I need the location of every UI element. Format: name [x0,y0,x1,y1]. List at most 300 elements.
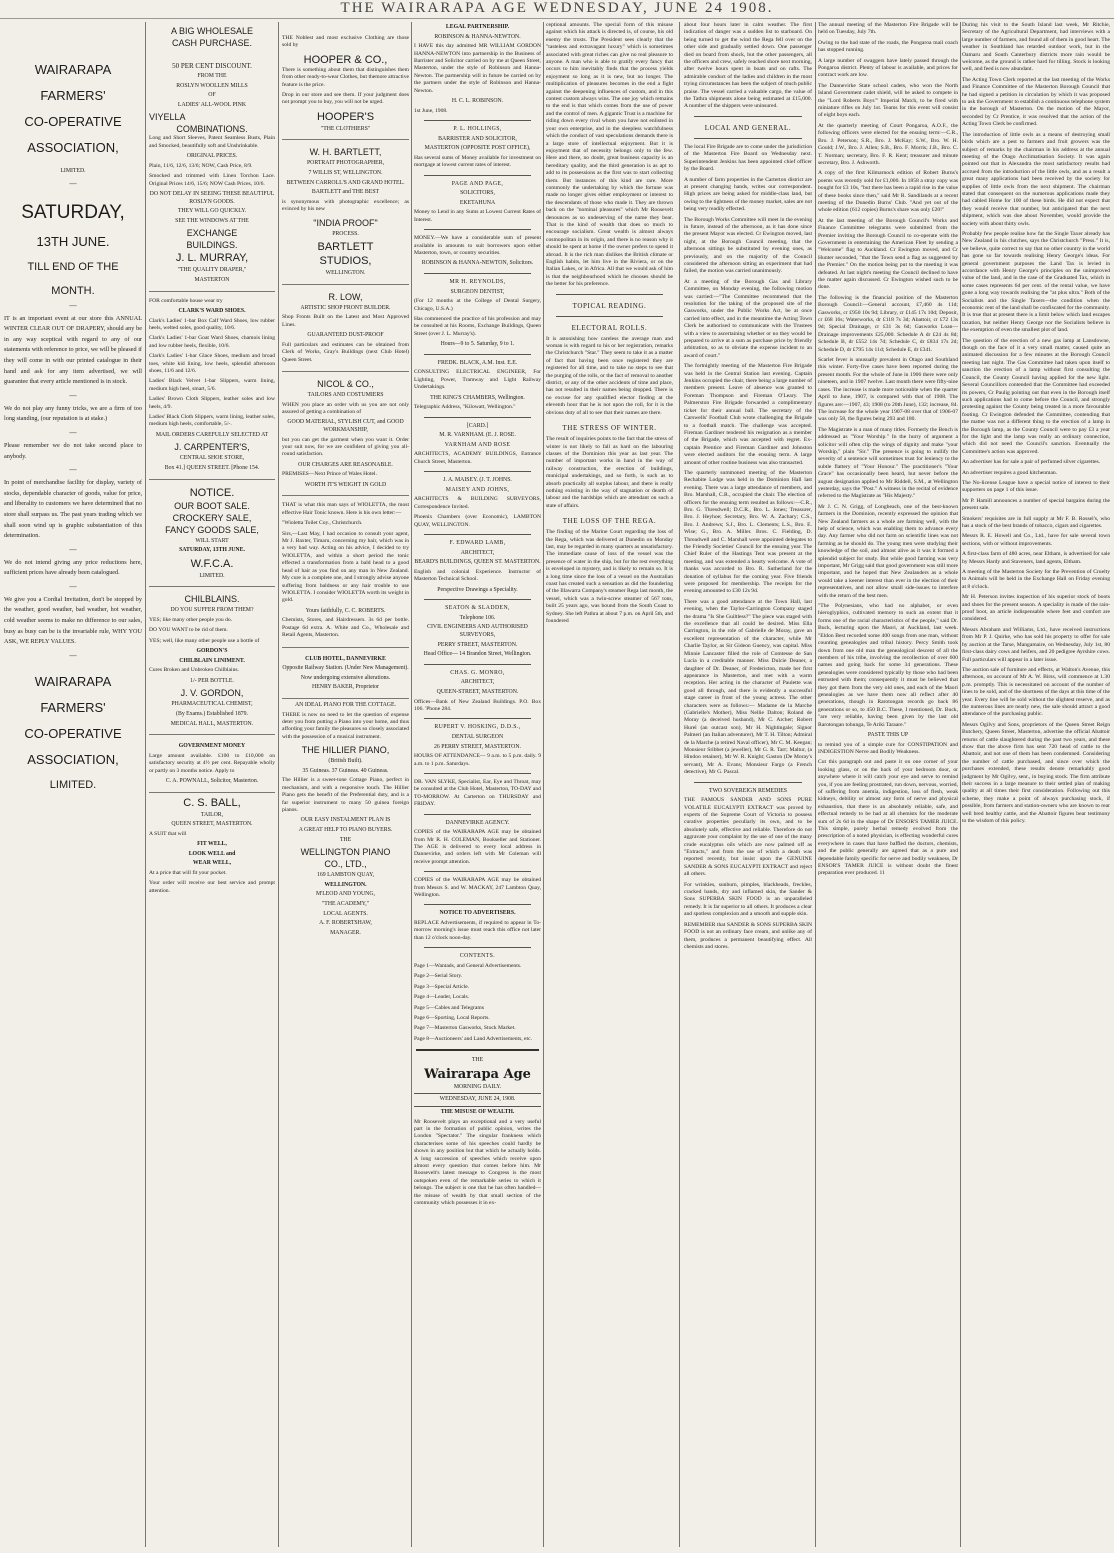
card-body: Has several sums of Money available for investment on mortgage at lowest current rates of interest. [414,154,541,169]
news-item: An advertiser requires a good kitchenman. [962,469,1058,476]
ad-body: YES; like many other people you do. [149,617,233,623]
notice-heading: NOTICE TO ADVERTISERS. [439,910,516,917]
notice-body: REPLACE Advertisements, if required to appear in To-morrow morning's issue must reach this office not later than 12 o'clock noon-day. [414,920,541,941]
advertorial-heading: PASTE THIS UP [867,731,909,738]
card-subline: BEARD'S BUILDINGS, QUEEN ST. MASTERTON. [414,559,541,566]
news-item: Smokers' requisites are in full supply at Mr F. B. Rossel's, who has a stock of the best brands of tobacco, cigars and cigarettes. [962,515,1110,529]
ad-subline: FROM THE [197,73,227,79]
ad-body: IT is an important event at our store this ANNUAL WINTER CLEAR OUT OF DRAPERY, should any be in any way sceptical with regard to any of our statements with reference to price, we will be pleased if they will come in with our printed catalogue in their hand and ask for any item advertised, we will guarantee that every article mentioned is in stock. [4,314,142,386]
news-item: During his visit to the South Island last week, Mr Ritchie, Secretary of the Agricultural Department, had interviews with a large number of farmers, and found all of them in good heart. The weather in Southland has retarded outdoor work, but in the Oamaru and South Canterbury districts more rain would be welcome, as the ground is rather hard for tilling. Stock is looking well, and feed is now abundant. [962,22,1110,73]
separator [424,273,531,274]
card-body: HOURS OF ATTENDANCE— 9 a.m. to 5 p.m. daily. 9 a.m. to 1 p.m. Saturdays. [414,753,541,767]
ad-advertiser: BARTLETT [317,241,374,254]
ad-subline: M'LEOD AND YOUNG, [316,891,375,898]
separator: — [69,465,77,475]
ad-headline: VIYELLA [149,112,186,123]
ad-subline: PROCESS. [332,230,359,237]
ad-body: FOR comfortable house wear try [149,297,223,304]
separator [424,599,531,600]
news-item: Messrs R. E. Howell and Co., Ltd., have for sale several town sections, with or without improvements. [962,533,1110,547]
ad-subline: BARTLETT and THE BEST [311,189,380,196]
card-subline: EKETAHUNA [459,199,496,206]
ad-subline: PHARMACEUTICAL CHEMIST, [171,701,253,708]
ad-subline: LIMITED. [199,572,225,579]
separator: — [69,650,77,660]
ad-subline: WELLINGTON. [324,881,367,888]
ad-subline: WEAR WELL, [192,860,232,867]
ad-subline: 1/- PER BOTTLE. [190,677,234,684]
card-body: MONEY.—We have a considerable sum of present available in amounts to suit borrowers upon either Masterton, town, or country securities. [414,235,541,257]
ad-body: THERE is now no need to let the question of expense deter you from putting a Piano into your home, and thus affording your family the pleasures so closely associated with the possession of a musical instrument. [282,711,409,740]
separator [424,773,531,774]
news-item: The following is the financial position of the Masterton Borough Council:—General account, £7,460 4s 11d; Gasworks, cr £950 10s 9d; Library, cr £145 17s 10d; Deposit, cr £68 16s; Waterworks, dr £118 7s 3d; Abattoir, cr £72 13s 9d; Special Drainage, cr £31 3s 6d; Gasworks Loan—Drainage improvements £25,000. Schedule A dr £24 4s 8d; Schedule B, dr £552 14s 7d; Schedule C, dr £834 17s 2d; Schedule D, dr £795 14s 11d; Schedule E, dr £341. [818,294,958,353]
column-rule [679,22,680,1547]
separator [414,1093,541,1094]
sale-date-heading: 13TH JUNE. [36,233,110,249]
card-subline: QUEEN-STREET, MASTERTON. [436,689,519,695]
government-money-ad [149,738,275,792]
ad-headline: WAIRARAPA [34,62,112,77]
ad-body: THE Noblest and most exclusive Clothing are those sold by [282,35,409,49]
ad-headline: CHILBLAINS. [184,594,240,605]
ad-subline: WILL START [195,537,229,544]
card-heading: PAGE AND PAGE, [451,180,504,187]
ad-body: The Hillier is a sweet-tone Cottage Piano, perfect in mechanism, and with a responsive touch. The Hillier Piano gets the benefit of the Preferential duty, and is a far superior instrument to many 50 guinea foreign pianos. [282,777,409,813]
hillier-piano-ad [282,702,409,937]
ad-body: We do not intend giving any price reductions here, sufficient prices have already been catalogued. [4,558,142,577]
separator [424,904,531,905]
club-hotel-ad [282,651,409,699]
card-body: (For 12 months at the College of Dental Surgery, Chicago, U.S.A.) [414,298,541,312]
column-7-news-items [818,22,958,1547]
news-item: A number of farm properties in the Carterton district are at present changing hands, writes our correspondent. High prices are being asked for middle-class land, but owing to the tightness of the money market, sales are not being very readily effected. [684,176,812,213]
separator [556,294,663,295]
ad-body: but you can get the garment when you want it. Order your suit now, for we are confident of giving you all-round satisfaction. [282,436,409,458]
ad-subline: CENTRAL SHOE STORE, [179,455,245,462]
ad-subline: ROSLYN WOOLLEN MILLS [176,82,248,89]
card-heading: SEATON & SLADDEN, [445,605,510,612]
ad-advertiser: J. V. GORDON, [180,688,244,699]
sale-duration: TILL END OF THE [27,260,119,273]
news-item: There was a good attendance at the Town Hall, last evening, when the Taylor-Carrington Company staged the drama "Is She Guiltless?" The piece was staged with the excellence that all could be desired. Miss Ella Carrington, in the role of Gabrielle de Moray, gave an excellent representation of the character, while Mr Charlie Taylor, as Sir Gideon Guency, was capital. Miss Minnie Lancaster filled the role of Comtesse de San Lucia in a creditable manner. Miss Dulcie Deaner, a daughter of Dr. Deaner, of Fredericton, made her first appearance in Masterton, and met with a warm reception. Her acting in the character of Paulette was good all through, and there is evidently a successful stage career in front of the young actress. The other characters were as follows:— Madame de la Marche (Gabrielle's Mother), Miss Nellie Dalton; Roland de Moray (a deceived husband), Mr C. Archer; Robert Hurel (an outcast son), Mr H. Nightingale; Signor Palmeri (an Italian adventurer), Mr T. H. Tilton; Admiral de la Marche (a retired Naval officer), Mr C. M. Keegan; Monsieur Sribbet (a jeweller), Mr G. R. Tarr; Maltur, (a Hindoo retainer), Mr W. R. Knight; Gaston (De Moray's servant), Mr A. Evans; Monsieur Fargo (a French detective), Mr G. Pascal. [684,598,812,776]
ad-subline: PORTRAIT PHOTOGRAPHER, [306,160,385,167]
article-heading: THE LOSS OF THE REGA. [562,517,657,526]
ball-tailor-ad [149,796,275,896]
ad-subline: A. F. ROBERTSHAW, [319,920,372,927]
ad-subline: MEDICAL HALL, MASTERTON. [170,720,254,727]
separator [416,1049,539,1051]
ad-headline: CLARK'S WARD SHOES. [178,307,246,314]
news-item: Mr P. Hamill announces a number of special bargains during the present sale. [962,497,1110,512]
contents-item: Page 3—Special Article. [414,983,470,990]
masthead: THE WAIRARAPA AGE WEDNESDAY, JUNE 24 1908. [0,0,1114,19]
news-item: The question of the erection of a new gas lamp at Lansdowne, though on the face of it a very small matter, caused quite an animated discussion for a few minutes at the Borough Council meeting last night. The Gas Committee had taken upon itself to sanction the erection of a lamp without first consulting the Council, the County Council having applied for the new light. Several Councillors contended that the Committee had exceeded its powers, Cr Paulig pointing out that even in the Borough itself such applications had to come before the Council, and strongly protesting against the County being treated in a more favourable footing. Cr Ewington defended the Committee, contending that the matter was not a different thing to the erection of a lamp in the Borough lamp, as the County Council were to pay £3 a year for the light and the lamp was really an ordinary connection, which did not need the Council's sanction. Eventually the Committee's action was approved. [962,337,1110,455]
contents-item: Page 6—Sporting, Local Reports. [414,1014,490,1021]
ad-headline: BUILDINGS. [186,240,238,251]
ad-footer-headline: WAIRARAPA [34,673,112,689]
news-item: The local Fire Brigade are to come under the jurisdiction of the Masterton Fire Board on Wednesday next. Superintendent Jenkins has been appointed chief officer by the Board. [684,143,812,173]
card-heading: RUPERT V. HOSKING, D.D.S., [434,724,521,731]
ad-subline: BETWEEN CARROLL'S AND GRAND HOTEL. [286,179,405,186]
separator [424,229,531,230]
separator: — [69,427,77,437]
ad-advertiser: C. S. BALL, [183,796,241,809]
separator [414,1106,541,1107]
column-rule [960,22,961,1547]
ad-body: There is something about them that distinguishes them from other ready-to-wear Clothes, but themore attractive feature is the price. [282,66,409,88]
ad-subline: OUR CHARGES ARE REASONABLE. [298,461,393,468]
ad-body: A SUIT that will [149,830,187,837]
ad-subline: C. A. POWNALL, Solicitor, Masterton. [165,778,259,784]
column-rule [278,22,279,1547]
ad-body: We give you a Cordial Invitation, don't be stopped by the weather, good weather, bad weather, hot weather, cold weather seems to make no difference to our sales, busy as busy can be is the invariable rule, WHY YOU ASK, WE REPLY VALUES. [4,595,142,646]
ad-subline: Box 41.] QUEEN STREET. [Phone 154. [164,465,260,472]
notice-subline: H. C. L. ROBINSON. [451,98,504,105]
ad-body: YES; well, like many other people use a bottle of [149,637,260,644]
ad-headline: CROCKERY SALE, [172,512,252,523]
article-heading: ELECTORAL ROLLS. [571,323,648,332]
separator [424,471,531,472]
ad-body: We do not play any funny tricks, we are a firm of too long standing, (our reputation is at stake.) [4,404,142,423]
nameplate-subtitle: MORNING DAILY. [453,1083,502,1090]
ad-subline: 169 LAMBTON QUAY, [316,872,375,879]
separator [694,116,802,117]
card-subline: Perspective Drawings a Speciality. [437,586,518,593]
ad-subline: SEE THE WINDOWS AT THE [175,217,249,224]
ad-body: Clark's Ladies' 1-bar Goat Ward Shoes, chamois lining and low rubber heels, flexible, 10/6. [149,335,275,349]
card-subline: THE KING'S CHAMBERS, Wellington. [430,394,525,401]
ad-subline: Opposite Railway Station. (Under New Management). [282,665,409,672]
ad-subline: Now undergoing extensive alterations. [300,674,391,681]
ad-headline: NOTICE. [189,486,235,499]
ad-body: Your order will receive our best service and prompt attention. [149,880,275,894]
ad-advertiser: W. H. BARTLETT, [309,147,382,158]
card-subline: Hours—9 to 5. Saturday, 9 to 1. [440,341,515,348]
nameplate-prefix: THE [471,1057,484,1064]
article-body: The result of inquiries points to the fact that the stress of winter is not likely to fall as hard on the labouring classes of the Dominion this year as last year. The number of important works in hand in the way of railway construction, the erection of buildings, municipal undertakings, and so forth, is such as to absorb practically all surplus labour, and there is really nothing existing in the way of stagnation or dearth of labour and the hardships which are attendant on such a state of affairs. [546,436,673,509]
ad-subline: LOOK WELL and [188,850,236,857]
news-item: The quarterly summoned meeting of the Masterton Rechabite Lodge was held in the Dominion Hall last evening. There was a large attendance of members, and Bro. Marshall, C.R., occupied the chair. The election of officers for the ensuing term resulted as follows:—C.R., Bro. G. Thresdwell; D.C.R., Bro. L. Jones; Treasurer, Bro. J. Heyhoe; Secretary, Bro. W. A. Zachary; C.S., Bro. J. Andrews; S.J., Bro. L. Clements; L.S., Bro. E. Wise; G., Bro. A. Miller. Bros. C. Fielding, D. Threadwell and C. Marshall were appointed delegates to the Friendly Societies' Council for the ensuing year. The Chief Ruler of the Hastings Tent was present at the meeting, and was extended a hearty welcome. A vote of thanks was accorded to Bro. R. Sutherland for the donation of syllabus for the coming year. Five friends were proposed for membership. The receipts for the evening amounted to £30 12s 9d. [684,469,812,595]
ad-body: PREMISES—Next Prince of Wales Hotel. [282,471,377,478]
ad-headline: FANCY GOODS SALE, [165,524,259,535]
ad-subline: ARTISTIC SHOP FRONT BUILDER. [300,304,391,311]
contents-item: Page 4—Leader, Locals. [414,994,470,1001]
advertorial-heading: TWO SOVEREIGN REMEDIES [709,787,787,794]
card-body: ARCHITECTS, ACADEMY BUILDINGS, Entrance Church Street, Masterton. [414,451,541,465]
card-body: Phoenix Chambers (over Economic), LAMBTON QUAY, WELLINGTON. [414,514,541,528]
notice-body: COPIES of the WAIRARAPA AGE may be obtained from Messrs S. and W. MACKAY, 247 Lambton Quay, Wellington. [414,877,541,899]
advertorial-body: REMEMBER that SANDER & SONS SUPERBA SKIN FOOD is not an ordinary face cream, and unlike any of them, produces a permanent beautifying effect. All chemists and stores. [684,921,812,950]
card-heading: FREDK. BLACK, A.M. Inst. E.E. [437,359,518,366]
card-subline: BARRISTER AND SOLICITOR, [438,135,517,142]
ad-footer-headline: LIMITED. [49,778,97,791]
ad-subline: THEY WILL GO QUICKLY. [177,208,247,215]
news-item: Mr H. Peterson invites inspection of his superior stock of boots and shoes for the present season. A speciality is made of the rain-proof boot, an article indispensable where feet and comfort are considered. [962,594,1110,623]
ad-headline: THE HILLIER PIANO, [301,745,390,756]
separator: — [69,544,77,554]
card-subline: SURGEON DENTIST, [450,288,505,295]
ad-body: Large amount available. £100 to £10,000 on satisfactory security at 4½ per cent. Repayable wholly or partly on 3 months notice. Apply to [149,752,275,774]
column-4-professional-cards [414,22,541,1547]
news-item: "The Polynesians, who had no alphabet, or even hieroglyphics, cultivated memory to such an extent that it forms one of the racial characteristics of the people," said Dr. Buck, lecturing upon the Maori, at Auckland, last week. "Eldon Best recorded some 400 songs from one man, without counting genealogies and tribal history. Percy Smith took down from one old man the genealogical descent of all the members of his tribe, involving the recollection of over 600 names and going back for some 34 generations. These genealogies were considered typically by those who had been entrusted with them; consequently it must be believed that they got them from the very old ones, and each of the Maori genealogies as we have them now all reflect after 40 generations, though in Rarotongan records go back 86 generations or so, to 450 B.C. These, I mentioned, Dr. Buck, "are very reliable, having been given by the last old Rarotongan tohunga, Te Ariki Taraare." [818,603,958,728]
article-body: about four hours later in calm weather. The first indication of danger was a sudden list to starboard. On being turned to get the wind the Rega fell over on the other side and gradually settled down. One passenger died on board from shock, but the other passengers, all the officers and crew, safely reached shore next morning, after twelve hours spent in boats and on rafts. The admirable conduct of the ladies and children in the most trying circumstances has been the subject of much public praise. The vessel carried a valuable cargo, the value of the Tathra shipments alone being estimated at £15,000. A number of the shippers were uninsured. [684,22,812,110]
card-heading: MAISEY AND JOHNS, [445,486,510,493]
ad-headline: CASH PURCHASE. [171,38,252,48]
contents-item: Page 7—Masterton Gasworks, Stock Market. [414,1025,516,1032]
column-rule [815,22,816,1547]
ad-subline: 7 WILLIS ST, WELLINGTON. [308,170,383,177]
news-item: Messrs Ogilvy and Sons, proprietors of the Queen Street Reign Butchery, Queen Street, Masterton, advertise the official Abattoir returns of cattle slaughtered during the past two years, and these show that the above firm has sent 720 head of cattle to the Abattoir, and not one of them has been condemned. Considering the number of cattle purchased, and since over which the purchases extended, these results denote remarkably good judgment by Mr Ogilvy, senr., in buying stock. The firm attribute their success in a large measure to their settled plan of making quality at all times their first consideration. Following out this scheme, they make a point of always purchasing stock, if possible, from farmers and station-owners who are known to rear well bred healthy cattle, and the Abattoir figures bear testimony to the wisdom of this policy. [962,721,1110,825]
ad-advertiser: J. L. MURRAY, [175,252,249,265]
notice-heading: DANNEVIRKE AGENCY. [445,819,510,826]
separator [694,138,802,139]
contents-heading: CONTENTS. [459,953,496,960]
ad-subline: WELLINGTON. [325,270,366,277]
column-rule [543,22,544,1547]
separator [424,354,531,355]
news-item: The Magistrate is a man of many titles. Formerly the Bench is addressed as "Your Worship." In the hurry of argument a solicitor will often clip the wings of dignity and make "your Worship," plain "Sir." The presence is going to nullify the severity of a sentence will sometimes trust for leniency to the subtle flattery of "Your Honour." The practitioner's "Your Grace" has occasionally been heard, but never before the august designation applied to Mr Riddell, S.M., at Wellington yesterday, says the "Post." A witness in the recital of evidence referred to the Magistrate as "His Majesty." [818,426,958,500]
card-subline: DENTAL SURGEON [451,734,504,740]
carpenter-shoes-ad [149,295,275,480]
news-item: Mr J. C. N. Grigg, of Longbeach, one of the best-known farmers in the Dominion, recently expressed the opinion that New Zealand farmers as a whole are farming well, with the help of science, which was enabling them to advance every day. Any farmer who did not farm on scientific lines was not farming as he should do. The young men were studying their knowledge of the soil, and almost alive as it was it formed a splendid subject for study. But while good farming was very important, Mr Grigg said that good government was still more important, and he hoped that New Zealanders as a whole would take a keener interest than ever in the election of their representatives, and not allow small side-issues to interfere with the return of the best men. [818,503,958,599]
ad-subline: OF [208,92,216,99]
separator [424,417,531,418]
column-2-ads [149,22,275,1547]
ad-subline: GUARANTEED DUST-PROOF [307,332,384,339]
card-body: English and colonial Experience. Instructor of Masterton Technical School. [414,568,541,583]
column-6-local-general [684,22,812,1547]
ad-body: Ladies' Black Velvet 1-bar Slippers, warm lining, medium high heel, smart, 5/6. [149,378,275,392]
section-heading: TOPICAL READING. [572,301,647,310]
hooper-clothing-ad [282,22,409,140]
ad-subline: "THE ACADEMY," [321,900,370,907]
ad-body: Chemists, Stores, and Hairdressers. 3s 6d per bottle. Postage 6d extra. A. White and Co., Wholesale and Retail Agents, Masterton. [282,617,409,639]
article-body: It is astonishing how careless the average man and woman is with regard to his or her registration, remarks the Christchurch "Star." They seem to take it as a matter of fact that having been once registered they are registered for all time, and to take no steps to see that the purging of the rolls, or the fact of removal to another district, or any of the other accidents of time and place, has not resulted in their names being dropped. There is no excuse for any qualified elector finding at the eleventh hour that he is not upon the roll, for it is the obvious duty of all to see that their names are there. [546,335,673,416]
contents-item: Page 5—Cables and Telegrams [414,1004,484,1011]
low-shopfront-ad [282,288,409,372]
card-heading: F. EDWARD LAMB, [449,540,506,547]
ad-subline: MAIL ORDERS CAREFULLY SELECTED AT [155,431,269,438]
ad-body: is synonymous with photographic excellence; as evinced by his new [282,198,409,213]
ad-subline: MANAGER. [330,929,361,936]
column-rule [411,22,412,1547]
ad-subline: LOCAL AGENTS. [323,910,368,917]
notice-heading: LEGAL PARTNERSHIP. [445,24,510,30]
card-subline: 26 PERRY STREET, MASTERTON. [434,743,521,750]
news-item: At the quarterly meeting of Court Pongaroa, A.O.F., the following officers were elected for the ensuing term:—C.R., Bro. J. Peterson; S.R., Bro. J. McKay; S.W., Bro. W. H. Gould; J.W., Bro. J. Allen; S.B., Bro. F. Morris; J.B., Bro. C. T. Norman; secretary, Bro. F. R. Kent; treasurer and minute secretary, Bro. J. Ashworth. [818,122,958,166]
ad-body: Shop Fronts Built on the Latest and Most Approved Lines. [282,314,409,328]
news-item: An advertiser has for sale a pair of perfumed silver cigarettes. [962,459,1101,466]
ad-subline: 50 PER CENT DISCOUNT. [172,62,252,70]
ad-body: Full particulars and estimates can be obtained from Clerk of Works, Gray's Buildings (next Club Hotel) Queen Street. [282,341,409,363]
ad-body: Sirs,—Last May, I had occasion to consult your agent, Mr J. Baxter, Timaru, concerning my hair, which was in a very bad way. Acting on his advice, I decided to try WIOLETTA, and within a short period the tonic effected a transformation from a bald head to a good head of hair as you find on any man in New Zealand. My cure is a complete one, and I strongly advise anyone suffering from baldness or any hair trouble to use WIOLETTA. I consider WIOLETTA worth its weight in gold. [282,530,409,604]
advertorial-body: For wrinkles, sunburn, pimples, blackheads, freckles, cracked hands, dry and inflamed skin, the Sander & Sons SUPERBA SKIN FOOD is an unparalleled remedy. It is far superior to all others. It produces a clear and spotless complexion and a smooth and supple skin. [684,881,812,918]
ad-body: At a price that will fit your pocket. [149,869,227,876]
ad-body: Clark's Ladies' 1-bar Box Calf Ward Shoes, low rubber heels, welted soles, good quality, 10/6. [149,317,275,331]
ad-subline: MASTERTON [194,276,230,283]
news-item: A large number of swaggers have lately passed through the Pongaroa district. Plenty of labour is available, and prices for contract work are low. [818,57,958,79]
news-item: The Dannevirke State school cadets, who won the North Island Government cadet shield, will be asked to compete in the "Lord Roberts Boys'" Imperial Match, to be fired with miniature rifles on July 1st. Teams for this event will consist of eight boys each. [818,82,958,119]
notice-body: 1st June, 1908. [414,107,448,114]
ad-subline: (By Exams.) Established 1879. [176,711,248,717]
advertorial-body: to remind you of a simple cure for CONSTIPATION and INDIGESTION Nerve and Bodily Weakness. [818,741,958,755]
column-1-farmers-coop-ad [4,22,142,1547]
ad-headline: "INDIA PROOF" [313,217,378,228]
card-heading: MR H. REYNOLDS, [449,279,506,286]
card-body: DR. VAN SLYKE, Specialist, Ear, Eye and Throat, may be consulted at the Club Hotel, Masterton, TO-DAY and TO-MORROW. At Carterton on THURSDAY and FRIDAY. [414,779,541,808]
ad-advertiser: STUDIOS, [319,255,372,268]
ad-headline: CO-OPERATIVE [24,114,122,129]
ad-advertiser: CLUB HOTEL, DANNEVIRKE [305,655,386,662]
news-item: Scarlet fever is unusually prevalent in Otago and Southland this winter. Forty-five cases have been reported during the present month. For the whole of June in 1906 there were only nineteen, and in 1907 twelve. Last month there were fifty-nine cases. The increase is made more noticeable when the quarter April to June, 1907, is compared with that of 1908. The figures are:—1907, 43; 1908 (to 20th June), 132; increase, 84. The increase for the whole year 1907-08 over that of 1906-07 was only 58, the figures being 293 and 180. [818,357,958,423]
ad-headline: ASSOCIATION, [27,140,119,155]
newspaper-nameplate: Wairarapa Age [424,1066,531,1082]
news-item: Probably few people realise how far the Single Taxer already has New Zealand in his clutches, says the Christchurch "Press." It is, we believe, quite correct to say that no other country in the world has gone so far towards realising Henry George's ideas. For general government purposes the Land Tax is levied in accordance with Henry George's principles on the unimproved value of the land, and in the case of the Graduated Tax, which in some cases represents 6d per cent. of the rental value, we have gone a long way towards realising the "at plus ultra." Both of the Socialists and the Single Taxers—the condition when the economic rent of the land shall be confiscated for the community. It is true that at present there is a limit below which land escapes taxation, but neither Henry George nor the Socialists believe in the exemption of even the smallest plot of land. [962,230,1110,334]
ad-subline: A GREAT HELP TO PIANO BUYERS. [298,826,393,833]
wioletta-hair-tonic-ad [282,499,409,647]
sale-date-heading: SATURDAY, [21,201,125,223]
ad-subline: TAILOR, [200,811,224,818]
ad-advertiser: CO., LTD., [324,859,367,870]
card-subline: J. A. MAISEY. (J. T. JOHNS. [443,477,512,484]
ad-footer-headline: ASSOCIATION, [27,751,119,767]
card-subline: PERRY STREET, MASTERTON. [437,641,518,648]
separator [424,120,531,121]
ad-body: Ladies' Brown Cloth Slippers, leather soles and low heels, 4/9. [149,396,275,410]
news-item: The Borough Works Committee will meet in the evening in future, instead of the afternoon, as it has done since the present Mayor was elected. Cr Ewington moved, last night, at the Borough Council meeting, that the afternoon sittings be substituted by evening ones, as previously, and on the majority of the Council considered the afternoon sitting an experiment that had failed, the motion was carried unanimously. [684,216,812,275]
ad-body: In point of merchandise facility for display, variety of stocks, dependable character of goods, value for price, and liberality to customers we have determined that no store shall surpass us. The past years trading which we shall soon wind up is graphic substantiation of this determination. [4,479,142,540]
ad-headline: GORDON'S [196,648,228,655]
ad-footer-headline: CO-OPERATIVE [24,725,122,741]
ad-advertiser: HOOPER'S [316,110,375,123]
contents-item: Page 2—Serial Story. [414,973,463,980]
news-item: A meeting of the Masterton Society for the Prevention of Cruelty to Animals will be held in the Exchange Hall on Friday evening at 8 o'clock. [962,569,1110,590]
ad-headline: OUR BOOT SALE. [174,500,250,511]
ad-body: THAT is what this man says of WIOLETTA, the most effective Hair Tonic known. Here is his own letter:— [282,502,409,516]
ad-subline: (British Built). [328,758,363,765]
ad-body: Smocked and trimmed with Linen Torchon Lace. Original Prices 14/6, 15/6; NOW Cash Prices, 10/6. [149,173,275,187]
ad-headline: COMBINATIONS. [176,124,248,135]
ad-body: DO YOU WANT to be rid of them. [149,627,228,634]
separator [556,316,663,317]
ad-advertiser: J. CARPENTER'S, [174,442,250,453]
separator [424,718,531,719]
card-body: Has commenced the practice of his profession and may be consulted at his Rooms, Exchange Buildings, Queen Street (over J. L. Murray's). [414,316,541,337]
ad-subline: LIMITED. [60,168,86,174]
wfca-sale-notice [149,483,275,588]
ad-advertiser: WELLINGTON PIANO [300,847,391,858]
sale-duration: MONTH. [51,284,95,297]
news-item: A copy of the first Kilmarnock edition of Robert Burns's poems was recently sold for £1,000. In 1858 a stray copy was bought for £3 10s, "but there has been a rapid rise in the value of these books since then," said Mr R. Sandilands at a recent meeting of the Dunedin Burns' Club. "And yet out of the whole edition (612 copies) Burns's share was only £20!" [818,170,958,214]
contents-item: Page 8—Auctioneers' and Land Advertisements, etc. [414,1035,532,1042]
ad-subline: "THE CLOTHIERS" [320,125,371,132]
notice-subline: ROBINSON & HANNA-NEWTON. [434,33,521,40]
news-item: The No-license League have a special notice of interest to their supporters on page 1 of this issue. [962,479,1110,494]
card-subline: ARCHITECT, [460,549,495,556]
ad-body: WHEN you place an order with us you are not only assured of getting a combination of [282,401,409,416]
ad-body: Clark's Ladies' 1-bar Glace Shoes, medium and broad toes, white kid lining, low heels, splendid afternoon shoes, 11/6 and 12/6. [149,353,275,374]
ad-subline: SATURDAY, 13TH JUNE. [179,547,245,554]
article-heading: THE STRESS OF WINTER. [562,424,657,433]
ad-subline: DO NOT DELAY IN SEEING THESE BEAUTIFUL ROSLYN GOODS. [149,191,275,205]
separator [424,534,531,535]
column-5-editorial [546,22,673,1547]
ad-subline: 35 Guineas. 37 Guineas. 40 Guineas. [302,767,389,774]
article-body: The finding of the Marine Court regarding the loss of the Rega, which was delivered at Dunedin on Monday last, may be regarded in many quarters as unsatisfactory. The immediate cause of loss of the vessel was the presence of water in the ship, but for the rest everything is enveloped in mystery, and is likely to remain so. It is a long time since the loss of a vessel on the Australian coast has created such a sensation as did the foundering of the Illawarra Company's steamer Rega last month, the vessel, which was a twin-screw steamer of 567 tons, built 25 years ago, was bound from the South Coast to Sydney. She left Pathra at about 7 p.m. on April 5th, and foundered [546,529,673,625]
ad-body: "Wioletta Toilet Coy., Christchurch. [282,520,363,527]
ad-footer-headline: FARMERS' [40,699,106,715]
card-body: Telegraphic Address, "Kilowatt, Wellington." [414,404,516,411]
ad-body: Long and Short Sleeves, Patent Seamless Busts, Plain and Smocked, beautifully soft and Unshrinkable. [149,135,275,149]
separator [424,175,531,176]
separator: — [69,390,77,400]
editorial-body: Mr Roosevelt plays an exceptional and a very useful part in the formation of public opinion, writes the London "Spectator." The singular frankness which characterises some of his speeches could hardly be shown in any position but that which he actually holds. A long succession of speeches which receive upon almost every question that comes before him. Mr Roosevelt's latest message to Congress is the most outspoken even of the remarkable series to which it belongs. The subject is one that he has often handled—the misuse of wealth by that small section of the community which possesses it in ex- [414,1118,541,1206]
card-heading: CHAS. G. MONRO, [450,669,505,676]
ad-headline: CHILBLAIN LINIMENT. [179,657,245,664]
ad-body: Please remember we do not take second place to anybody. [4,441,142,460]
separator [424,814,531,815]
separator: — [69,581,77,591]
contents-item: Page 1—Wantads, and General Advertisements. [414,962,522,969]
section-heading: LOCAL AND GENERAL. [704,123,792,132]
ad-subline: FIT WELL, [197,841,227,848]
ad-subline: THE [339,836,352,843]
news-item: The auction sale of furniture and effects, at Walton's Avenue, this afternoon, on account of Mr A. W. Birss, will commence at 1.30 p.m. promptly. This is necessitated on account of the number of lines to be sold, and of the shortness of the days at this time of the year. Every line will be sold without the slightest reserve, and as the numerous lines are nearly new, the sale should attract a good attendance of the purchasing public. [962,666,1110,718]
card-subline: [CARD.] [466,422,489,429]
ad-subline: HENRY BAKER, Proprietor [312,684,379,691]
card-subline: ARCHITECT, [460,679,495,686]
murray-viyella-ad [149,22,275,292]
separator: — [69,178,77,188]
ad-body: Drop in our store and see them. If your judgment does not prompt you to buy, you will not be urged. [282,92,409,106]
news-item: Messrs Abraham and Williams, Ltd., have received instructions from Mr P. J. Quirke, who has sold his property to offer for sale by auction at the Tarse, Mangamaire, on Wednesday, July 1st, 80 first-class dairy cows and heifers, and 20 pedigree Ayrshire cows. Full particulars will appear in a later issue. [962,626,1110,663]
ad-body: Plain, 11/6, 12/6, 13/6; NOW, Cash Price, 8/9. [149,162,253,169]
news-item: At a meeting of the Borough Gas and Library Committee, on Monday evening, the following motion was carried:—"The Committee recommend that the resolution for the taking of the proposed site of the Gasworks, under the Public Works Act, be at once carried into effect, and in the meantime the Acting Town Clerk be authorised to communicate with the Trustees with a view to ascertaining whether or no they would be prepared to arrive at a sum as purchase price by friendly arbitration, so as to obviate the expense incident to an award of court." [684,278,812,359]
issue-date: WEDNESDAY, JUNE 24, 1908. [439,1096,516,1103]
card-subline: ROBINSON & HANNA-NEWTON, Solicitors. [421,260,534,267]
card-body: Money to Lend in any Sums at Lowest Current Rates of Interest. [414,209,541,223]
news-item: At the last meeting of the Borough Council's Works and Finance Committee telegrams were submitted from the Premier inviting the Borough Council to co-operate with the Government in entertaining the American Fleet by sending a "Welcome" flag to Auckland. Cr Ewington moved, and Cr Hunter seconded, "that the Town send a flag as suggested by the Premier." On the motion being put to the meeting it was defeated. At last night's meeting the Council declined to have the matter again discussed. Cr Ewington wished such to be done. [818,217,958,291]
ad-subline: DO YOU SUFFER FROM THEM? [170,607,254,614]
news-item: A first-class farm of 480 acres, near Eltham, is advertised for sale by Messrs Hardy and Staveners, land agents, Eltham. [962,551,1110,565]
ad-headline: AN IDEAL PIANO FOR THE COTTAGE. [295,701,396,708]
column-rule [145,22,146,1547]
ad-headline: A BIG WHOLESALE [170,26,254,36]
news-item: The fortnightly meeting of the Masterton Fire Brigade was held in the Central Station last evening. Captain Jenkins occupied the chair, there being a large number of members present. Leave of absence was granted to Foreman Thompson and Fireman O'Leary. The Palmerston Fire Brigade forwarded a complimentary ticket for their annual ball. The secretary of the Carswells' Football Club wrote challenging the Brigade to a football match. The challenge was accepted. Fireman Gardiner tendered his resignation as a member of the Brigade, which was accepted with regret. Ex-captain Prentice and Fireman Gardiner and Johnston were elected auditors for the ensuing term. A large amount of other routine business was also transacted. [684,363,812,466]
ad-subline: Yours faithfully, C. C. ROBERTS. [305,607,386,614]
ad-advertiser: NICOL & CO., [317,379,374,390]
advertorial-body: Cut this paragraph out and paste it on one corner of your looking glass, or on the back of your bedroom door, or anywhere where it will catch your eye and serve to remind you, if you are feeling prostrated, run down, nervous, worried, of suffering from anemia, indigestion, loss of flesh, weak kidneys, debility or almost any form of nerve and physical exhaustion, that there is an absolutely reliable, safe, and effectual remedy to be had at all chemists for the moderate sum of 2s 6d in the shape of Dr ENSOR'S TAMER JUICE. This simple, purely herbal remedy evolved from the prescription of a noted physician, is effecting wonderful cures everywhere in cases that have baffled the doctors, chemists, and the public generally are agreed that as a pure and dependable family specific for nerve and bodily weakness, Dr ENSOR'S TAMER JUICE is without doubt the finest preparation ever produced. 11 [818,759,958,877]
ad-body: Cures Broken and Unbroken Chilblains. [149,667,239,674]
ad-advertiser: W.F.C.A. [190,557,234,570]
card-subline: CIVIL ENGINEERS AND AUTHORISED SURVEYORS, [427,624,528,639]
ad-headline: FARMERS' [40,88,106,103]
ad-subline: WORTH IT'S WEIGHT IN GOLD [304,481,387,488]
card-heading: VARNHAM AND ROSE [444,441,511,448]
ad-headline: GOVERNMENT MONEY [178,743,246,750]
card-subline: M. R. VARNHAM. (E. J. ROSE. [439,432,516,439]
separator [424,871,531,872]
separator [694,782,802,783]
ad-advertiser: R. LOW, [328,291,363,302]
news-item: The annual meeting of the Masterton Fire Brigade will be held on Tuesday, July 7th. [818,22,958,36]
advertorial-body: THE FAMOUS SANDER AND SONS PURE VOLATILE EUCALYPTI EXTRACT was proved by experts of the Supreme Court of Victoria to possess curative properties peculiarly its own, and to be absolutely safe, effective and reliable. Therefore do not aggravate your complaint by the use of one of the many crude eucalyptus oils which are now palmed off as "Extracts," and from the use of which a death was reported recently, but insist upon the GENUINE SANDER & SONS EUCALYPTI EXTRACT and reject all others. [684,797,812,878]
column-8-news-items [962,22,1110,1547]
ad-subline: OUR EASY INSTALMENT PLAN IS [300,817,391,824]
news-item: Owing to the bad state of the roads, the Pongaroa mail coach has stopped running. [818,39,958,54]
ad-subline: LADIES' ALL-WOOL PINK [177,101,247,108]
gordon-chilblains-ad [149,590,275,735]
